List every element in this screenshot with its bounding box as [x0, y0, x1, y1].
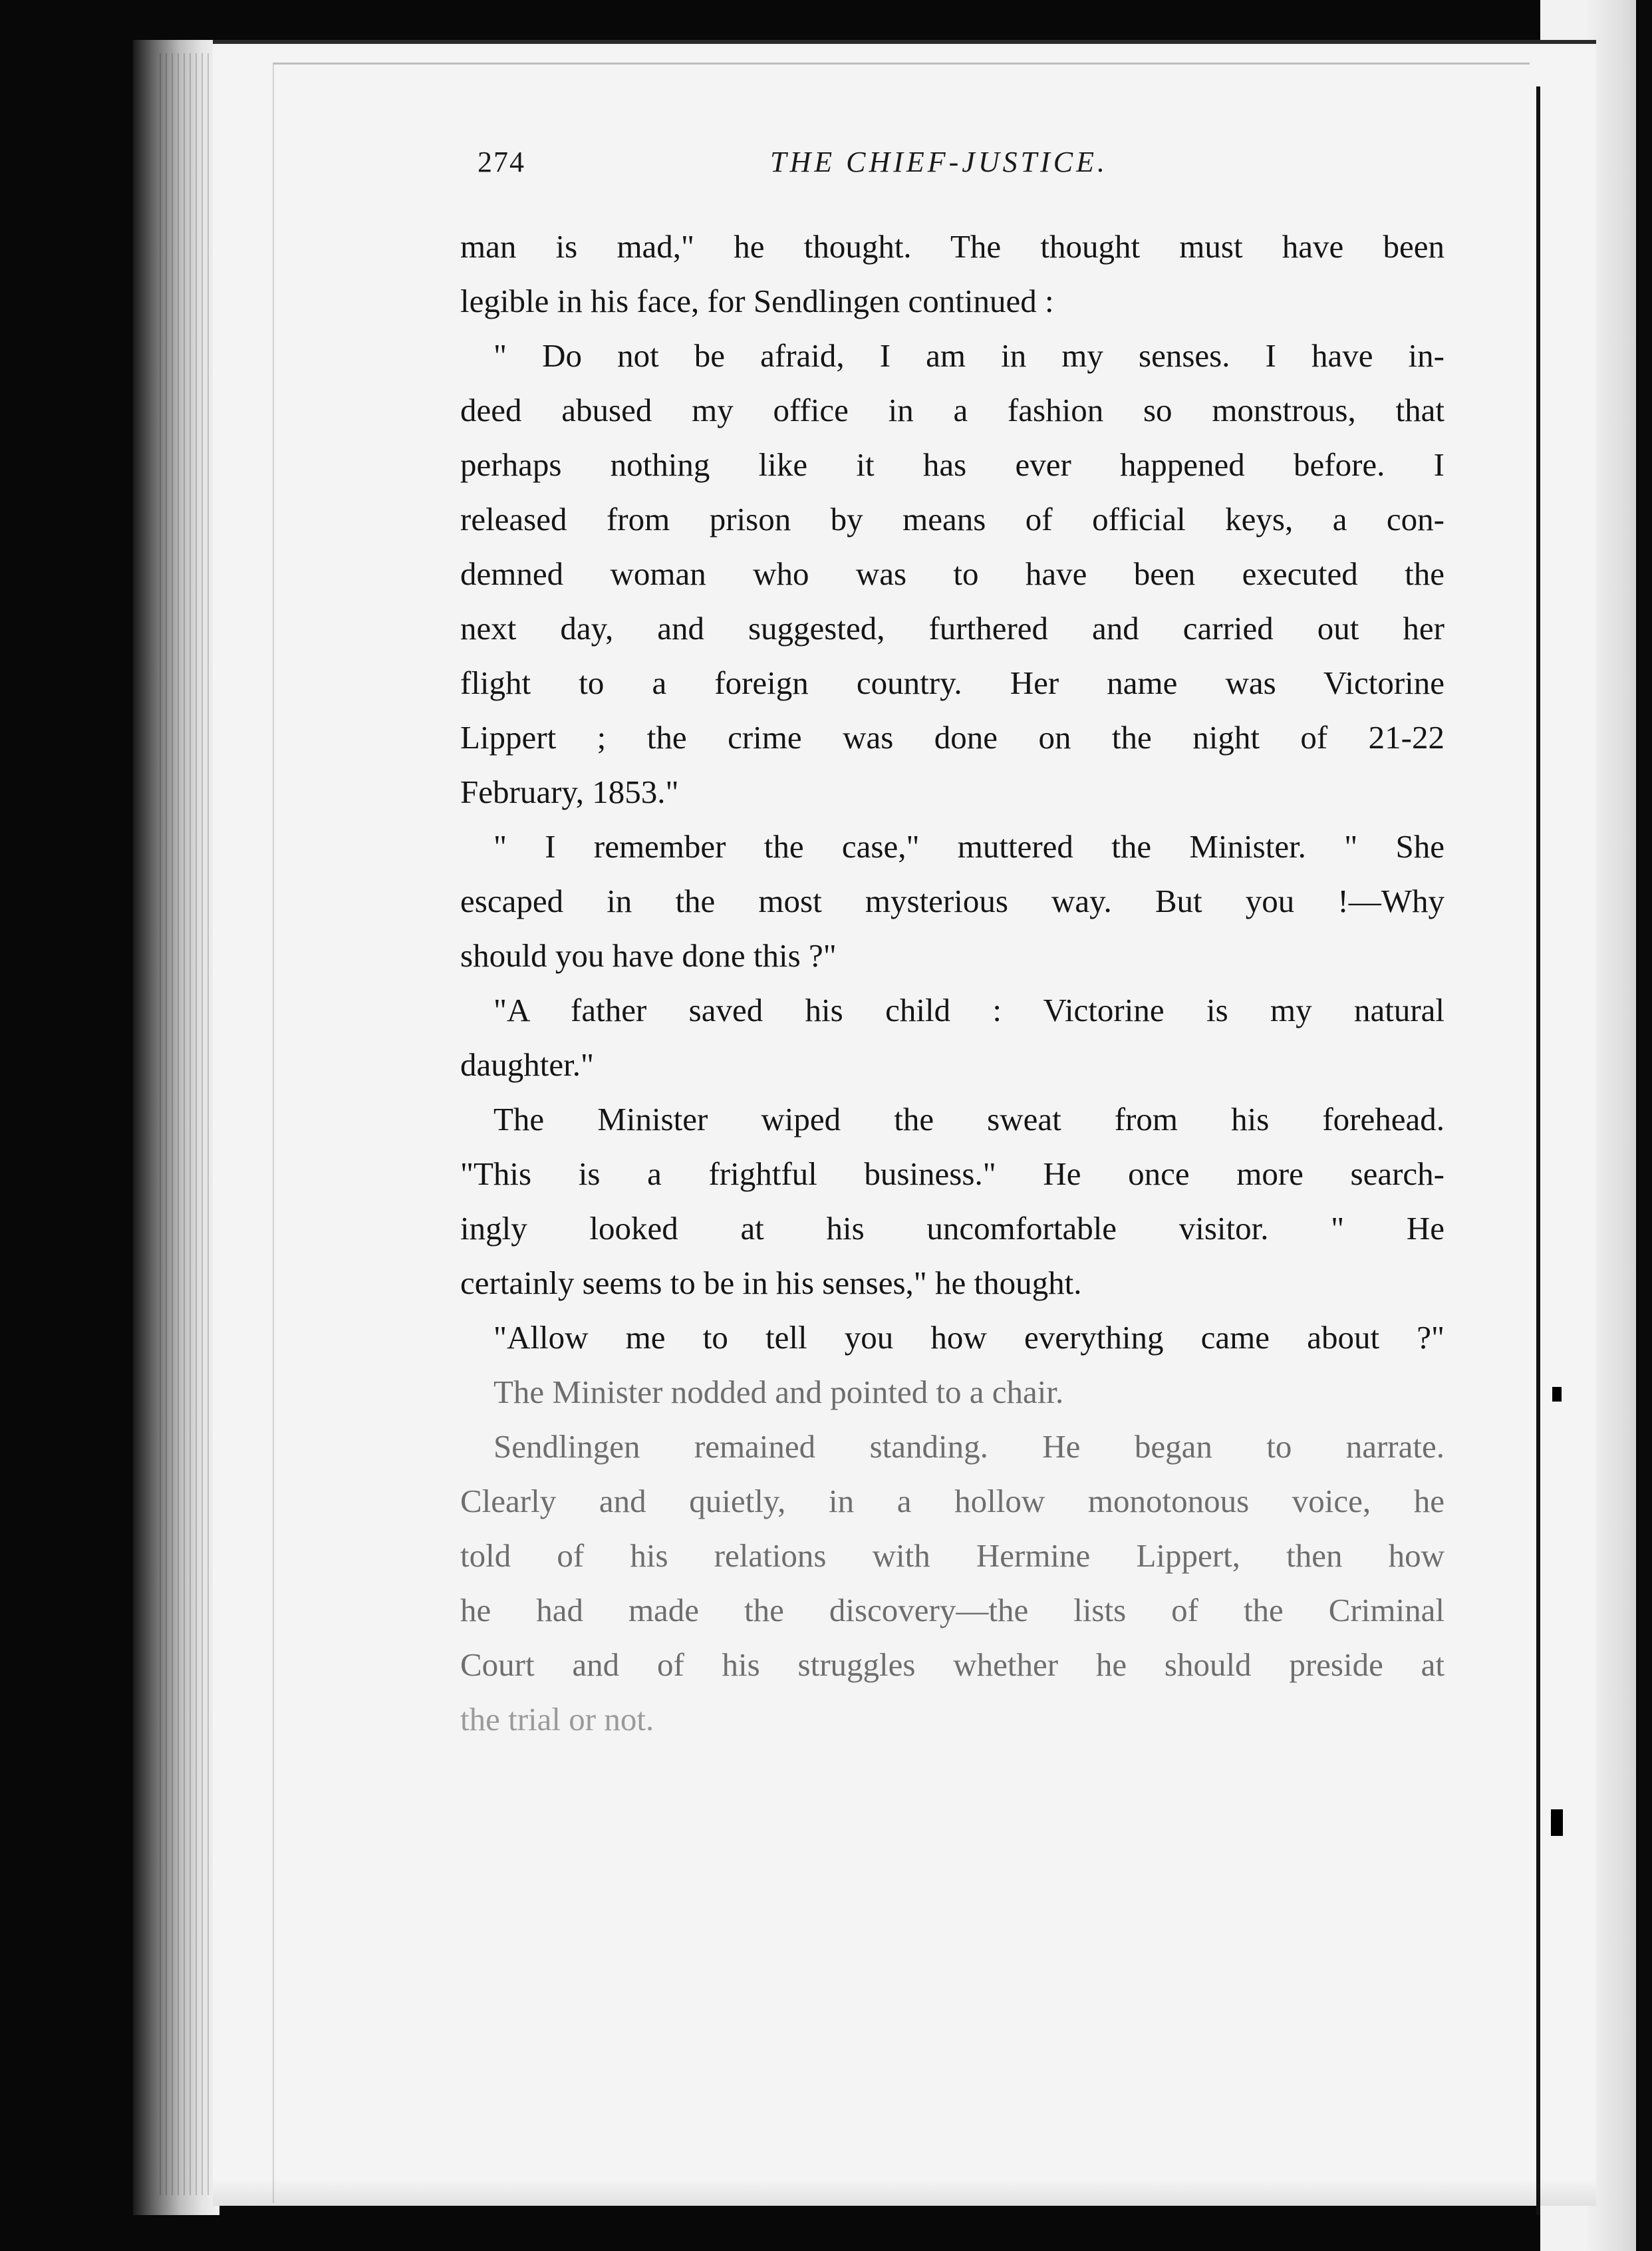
text-line: Sendlingen remained standing. He began to narrate. [493, 1428, 1445, 1465]
text-line: perhaps nothing like it has ever happened before. I [460, 446, 1445, 483]
body-text [460, 220, 1445, 1747]
text-line: man is mad," he thought. The thought must have been [460, 228, 1445, 265]
text-line: "This is a frightful business." He once more search- [460, 1155, 1445, 1192]
gutter-mark [1552, 1387, 1562, 1402]
text-line: should you have done this ?" [460, 937, 837, 974]
book-gutter-line [1536, 86, 1540, 2215]
text-line: flight to a foreign country. Her name was Victorine [460, 665, 1445, 701]
running-head: THE CHIEF-JUSTICE. [770, 146, 1108, 178]
text-line: Lippert ; the crime was done on the night of 21-22 [460, 719, 1445, 756]
scan-border-right [1636, 0, 1652, 2251]
text-line: he had made the discovery—the lists of the Criminal [460, 1592, 1445, 1628]
page-bottom-shadow [213, 2179, 1596, 2206]
book-page-edge-lines [160, 53, 213, 2195]
text-line: next day, and suggested, furthered and carried out her [460, 610, 1445, 647]
text-line: the trial or not. [460, 1701, 654, 1737]
text-line: told of his relations with Hermine Lippert, then how [460, 1537, 1445, 1574]
text-line: released from prison by means of official keys, a con- [460, 501, 1445, 537]
text-line: Clearly and quietly, in a hollow monotonous voice, he [460, 1483, 1445, 1519]
page-number: 274 [478, 146, 525, 178]
text-line: The Minister wiped the sweat from his forehead. [493, 1101, 1445, 1137]
text-line: certainly seems to be in his senses," he thought. [460, 1265, 1082, 1301]
text-line: " Do not be afraid, I am in my senses. I have in- [493, 337, 1445, 374]
text-line: escaped in the most mysterious way. But you !—Why [460, 883, 1445, 919]
text-line: legible in his face, for Sendlingen continued : [460, 283, 1054, 319]
text-line: " I remember the case," muttered the Minister. " She [493, 828, 1445, 865]
text-line: "Allow me to tell you how everything came about ?" [493, 1319, 1445, 1356]
page-header [478, 145, 1163, 185]
text-line: February, 1853." [460, 774, 679, 810]
gutter-mark [1551, 1809, 1563, 1836]
text-line: "A father saved his child : Victorine is my natural [493, 992, 1445, 1028]
text-line: daughter." [460, 1046, 594, 1083]
text-line: ingly looked at his uncomfortable visitor. " He [460, 1210, 1445, 1247]
text-line: deed abused my office in a fashion so monstrous, that [460, 392, 1445, 428]
text-line: Court and of his struggles whether he should preside at [460, 1646, 1445, 1683]
text-line: The Minister nodded and pointed to a chair. [493, 1374, 1064, 1410]
text-line: demned woman who was to have been executed the [460, 555, 1445, 592]
